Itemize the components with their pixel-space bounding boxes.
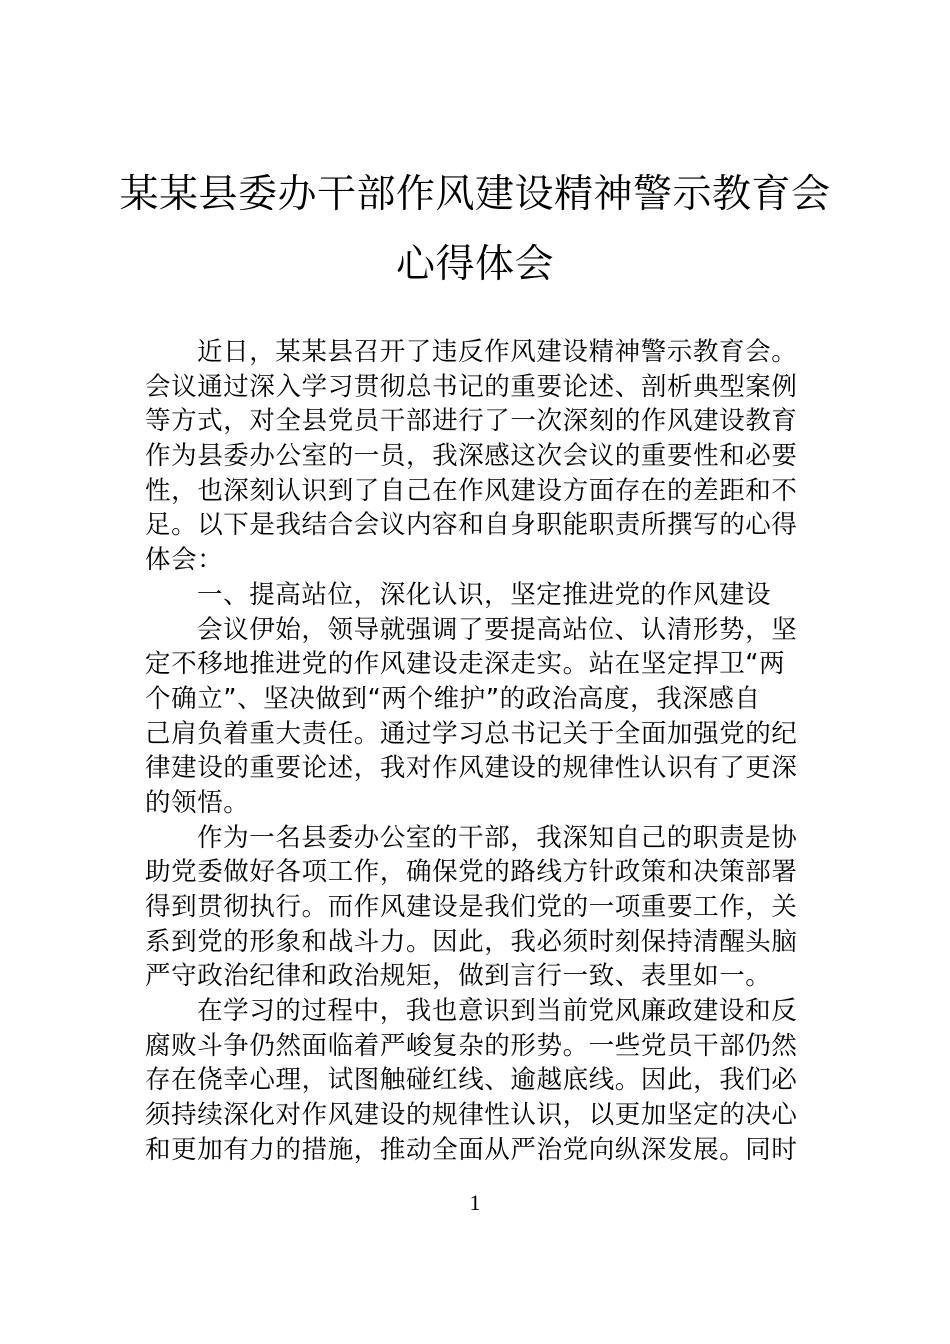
text-line: 个确立”、坚决做到“两个维护”的政治高度，我深感自 <box>145 683 761 714</box>
document-body <box>145 335 810 1168</box>
text-line: 定不移地推进党的作风建设走深走实。站在坚定捍卫“两 <box>145 649 786 680</box>
text-line: 己肩负着重大责任。通过学习总书记关于全面加强党的纪 <box>145 718 798 749</box>
text-line: 助党委做好各项工作，确保党的路线方针政策和决策部署 <box>145 857 798 888</box>
text-line: 在学习的过程中，我也意识到当前党风廉政建设和反 <box>197 996 798 1027</box>
document-title-line-2: 心得体会 <box>395 242 554 287</box>
document-title-line-1: 某某县委办干部作风建设精神警示教育会 <box>119 172 831 217</box>
text-line: 性，也深刻认识到了自己在作风建设方面存在的差距和不 <box>145 475 798 506</box>
section-heading: 一、提高站位，深化认识，坚定推进党的作风建设 <box>197 579 772 610</box>
text-line: 存在侥幸心理，试图触碰红线、逾越底线。因此，我们必 <box>145 1065 798 1096</box>
text-line: 严守政治纪律和政治规矩，做到言行一致、表里如一。 <box>145 961 772 992</box>
text-line: 体会： <box>145 545 224 576</box>
text-line: 作为一名县委办公室的干部，我深知自己的职责是协 <box>197 822 798 853</box>
text-line: 系到党的形象和战斗力。因此，我必须时刻保持清醒头脑 <box>145 926 798 957</box>
text-line: 会议通过深入学习贯彻总书记的重要论述、剖析典型案例 <box>145 371 798 402</box>
text-line: 会议伊始，领导就强调了要提高站位、认清形势，坚 <box>197 614 798 645</box>
text-line: 的领悟。 <box>145 787 250 818</box>
text-line: 得到贯彻执行。而作风建设是我们党的一项重要工作，关 <box>145 892 798 922</box>
text-line: 等方式，对全县党员干部进行了一次深刻的作风建设教育 <box>145 406 798 437</box>
text-line: 须持续深化对作风建设的规律性认识，以更加坚定的决心 <box>145 1100 798 1131</box>
page-number: 1 <box>469 1190 481 1215</box>
text-line: 律建设的重要论述，我对作风建设的规律性认识有了更深 <box>145 753 798 784</box>
text-line: 作为县委办公室的一员，我深感这次会议的重要性和必要 <box>145 441 798 472</box>
text-line: 足。以下是我结合会议内容和自身职能职责所撰写的心得 <box>145 510 798 541</box>
text-line: 近日，某某县召开了违反作风建设精神警示教育会。 <box>197 337 798 367</box>
text-line: 腐败斗争仍然面临着严峻复杂的形势。一些党员干部仍然 <box>145 1030 798 1061</box>
text-line: 和更加有力的措施，推动全面从严治党向纵深发展。同时 <box>145 1134 798 1165</box>
